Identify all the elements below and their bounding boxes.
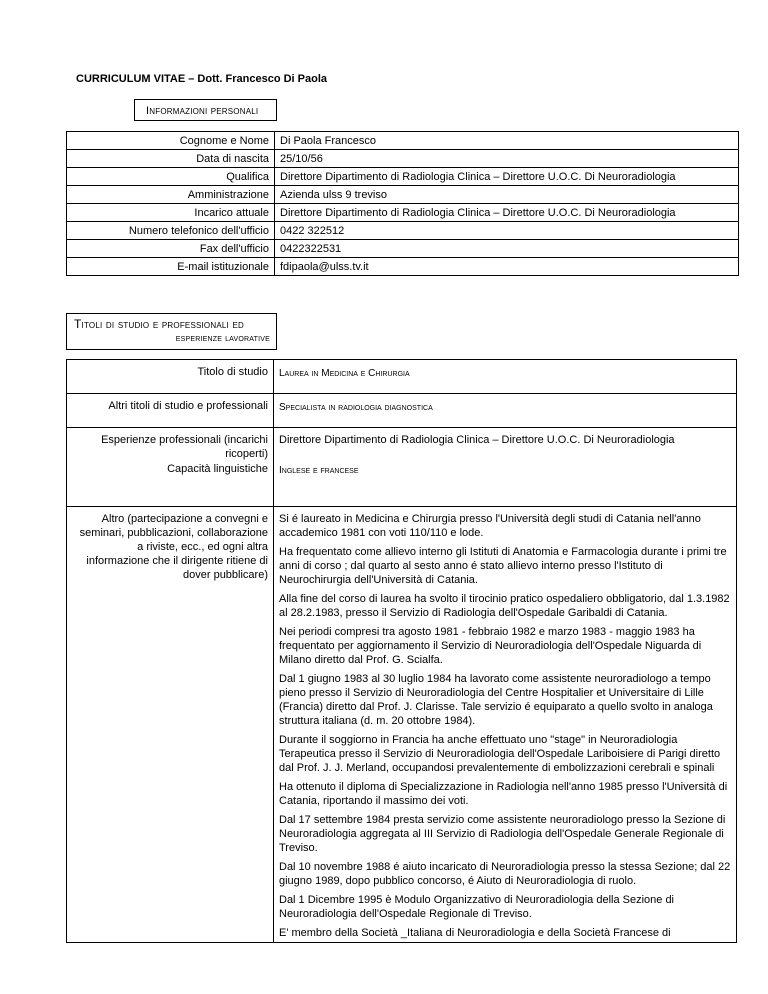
row-label: Data di nascita bbox=[67, 150, 275, 168]
altro-value bbox=[274, 507, 737, 943]
row-label: Qualifica bbox=[67, 168, 275, 186]
row-label: Fax dell'ufficio bbox=[67, 240, 275, 258]
personal-info-table bbox=[66, 131, 739, 276]
table-row bbox=[67, 394, 737, 428]
altro-paragraph: Si é laureato in Medicina e Chirurgia presso l'Università degli studi di Catania nell'anno accademico 1981 con voti 110/110 e lode. bbox=[279, 513, 701, 539]
table-row bbox=[67, 204, 739, 222]
section-heading-titles-line2: esperienze lavorative bbox=[175, 333, 270, 344]
section-heading-titles bbox=[66, 313, 277, 350]
altro-paragraph: Dal 17 settembre 1984 presta servizio come assistente neuroradiologo presso la Sezione di Neuroradiologia aggregata al III Servizio di Radiologia dell'Ospedale Generale Regionale di Treviso. bbox=[279, 814, 726, 854]
titolo-label: Titolo di studio bbox=[67, 360, 274, 394]
section-heading-titles-line1: Titoli di studio e professionali ed bbox=[74, 317, 244, 331]
lingue-value: Inglese e francese bbox=[279, 465, 359, 476]
altro-paragraph: Durante il soggiorno in Francia ha anche effettuato uno "stage" in Neuroradiologia Terapeutica presso il Servizio di Neuroradiologia dell'Ospedale Lariboisiere di Parigi diretto dal Prof. J. J. Merland, occupandosi prevalentemente di embolizzazioni cerebrali e spinali bbox=[279, 734, 721, 774]
row-value: fdipaola@ulss.tv.it bbox=[275, 258, 739, 276]
altro-paragraph: Ha frequentato come allievo interno gli Istituti di Anatomia e Farmacologia durante i primi tre anni di corso ; dal quarto al sesto anno é stato allievo interno presso l'Istituto di Neurochirurgia dell'Università di Catania. bbox=[279, 546, 727, 586]
table-row bbox=[67, 222, 739, 240]
table-row bbox=[67, 186, 739, 204]
row-value: Direttore Dipartimento di Radiologia Clinica – Direttore U.O.C. Di Neuroradiologia bbox=[275, 168, 739, 186]
table-row bbox=[67, 461, 737, 507]
row-value: 0422322531 bbox=[275, 240, 739, 258]
titolo-value: Laurea in Medicina e Chirurgia bbox=[279, 368, 410, 379]
row-label: E-mail istituzionale bbox=[67, 258, 275, 276]
section-heading-personal-text: Informazioni personali bbox=[146, 105, 259, 117]
row-label: Amministrazione bbox=[67, 186, 275, 204]
table-row bbox=[67, 258, 739, 276]
altro-paragraph: E' membro della Società _Italiana di Neuroradiologia e della Società Francese di bbox=[279, 927, 671, 939]
row-label: Cognome e Nome bbox=[67, 132, 275, 150]
altro-label: Altro (partecipazione a convegni e seminari, pubblicazioni, collaborazione a riviste, ecc., ed ogni altra informazione che il dirigente ritiene di dover pubblicare) bbox=[67, 507, 274, 943]
row-value: 25/10/56 bbox=[275, 150, 739, 168]
table-row bbox=[67, 240, 739, 258]
table-row bbox=[67, 168, 739, 186]
table-row bbox=[67, 132, 739, 150]
row-value: Azienda ulss 9 treviso bbox=[275, 186, 739, 204]
altro-paragraph: Nei periodi compresi tra agosto 1981 - febbraio 1982 e marzo 1983 - maggio 1983 ha frequentato per aggiornamento il Servizio di Neuroradiologia dell'Ospedale Niguarda di Milano diretto dal Prof. G. Scialfa. bbox=[279, 626, 702, 666]
table-row bbox=[67, 150, 739, 168]
altro-paragraph: Ha ottenuto il diploma di Specializzazione in Radiologia nell'anno 1985 presso l'Università di Catania, riportando il massimo dei voti. bbox=[279, 781, 728, 807]
altri-titoli-value: Specialista in radiologia diagnostica bbox=[279, 402, 433, 413]
row-value: Di Paola Francesco bbox=[275, 132, 739, 150]
titles-table bbox=[66, 359, 737, 943]
section-heading-personal bbox=[134, 99, 277, 121]
esperienze-value: Direttore Dipartimento di Radiologia Clinica – Direttore U.O.C. Di Neuroradiologia bbox=[274, 428, 737, 462]
row-value: Direttore Dipartimento di Radiologia Clinica – Direttore U.O.C. Di Neuroradiologia bbox=[275, 204, 739, 222]
table-row bbox=[67, 428, 737, 462]
altro-paragraph: Dal 10 novembre 1988 é aiuto incaricato di Neuroradiologia presso la stessa Sezione; dal 22 giugno 1989, dopo pubblico concorso, é Aiuto di Neuroradiologia di ruolo. bbox=[279, 861, 731, 887]
row-label: Incarico attuale bbox=[67, 204, 275, 222]
lingue-label: Capacità linguistiche bbox=[67, 461, 274, 507]
table-row bbox=[67, 360, 737, 394]
altro-paragraph: Dal 1 Dicembre 1995 è Modulo Organizzativo di Neuroradiologia della Sezione di Neuroradiologia dell'Ospedale Regionale di Treviso. bbox=[279, 894, 675, 920]
esperienze-label: Esperienze professionali (incarichi ricoperti) bbox=[67, 428, 274, 462]
row-value: 0422 322512 bbox=[275, 222, 739, 240]
altro-paragraph: Alla fine del corso di laurea ha svolto il tirocinio pratico ospedaliero obbligatorio, dal 1.3.1982 al 28.2.1983, presso il Servizio di Radiologia dell'Ospedale Garibaldi di Catania. bbox=[279, 593, 730, 619]
altro-paragraph: Dal 1 giugno 1983 al 30 luglio 1984 ha lavorato come assistente neuroradiologo a tempo pieno presso il Servizio di Neuroradiologia del Centre Hospitalier et Universitaire di Lille (Francia) diretto dal Prof. J. Clarisse. Tale servizio é equiparato a quello svolto in analoga struttura italiana (d. m. 20 ottobre 1984). bbox=[279, 673, 713, 727]
table-row bbox=[67, 507, 737, 943]
altri-titoli-label: Altri titoli di studio e professionali bbox=[67, 394, 274, 428]
document-title: CURRICULUM VITAE – Dott. Francesco Di Paola bbox=[76, 73, 327, 85]
row-label: Numero telefonico dell'ufficio bbox=[67, 222, 275, 240]
